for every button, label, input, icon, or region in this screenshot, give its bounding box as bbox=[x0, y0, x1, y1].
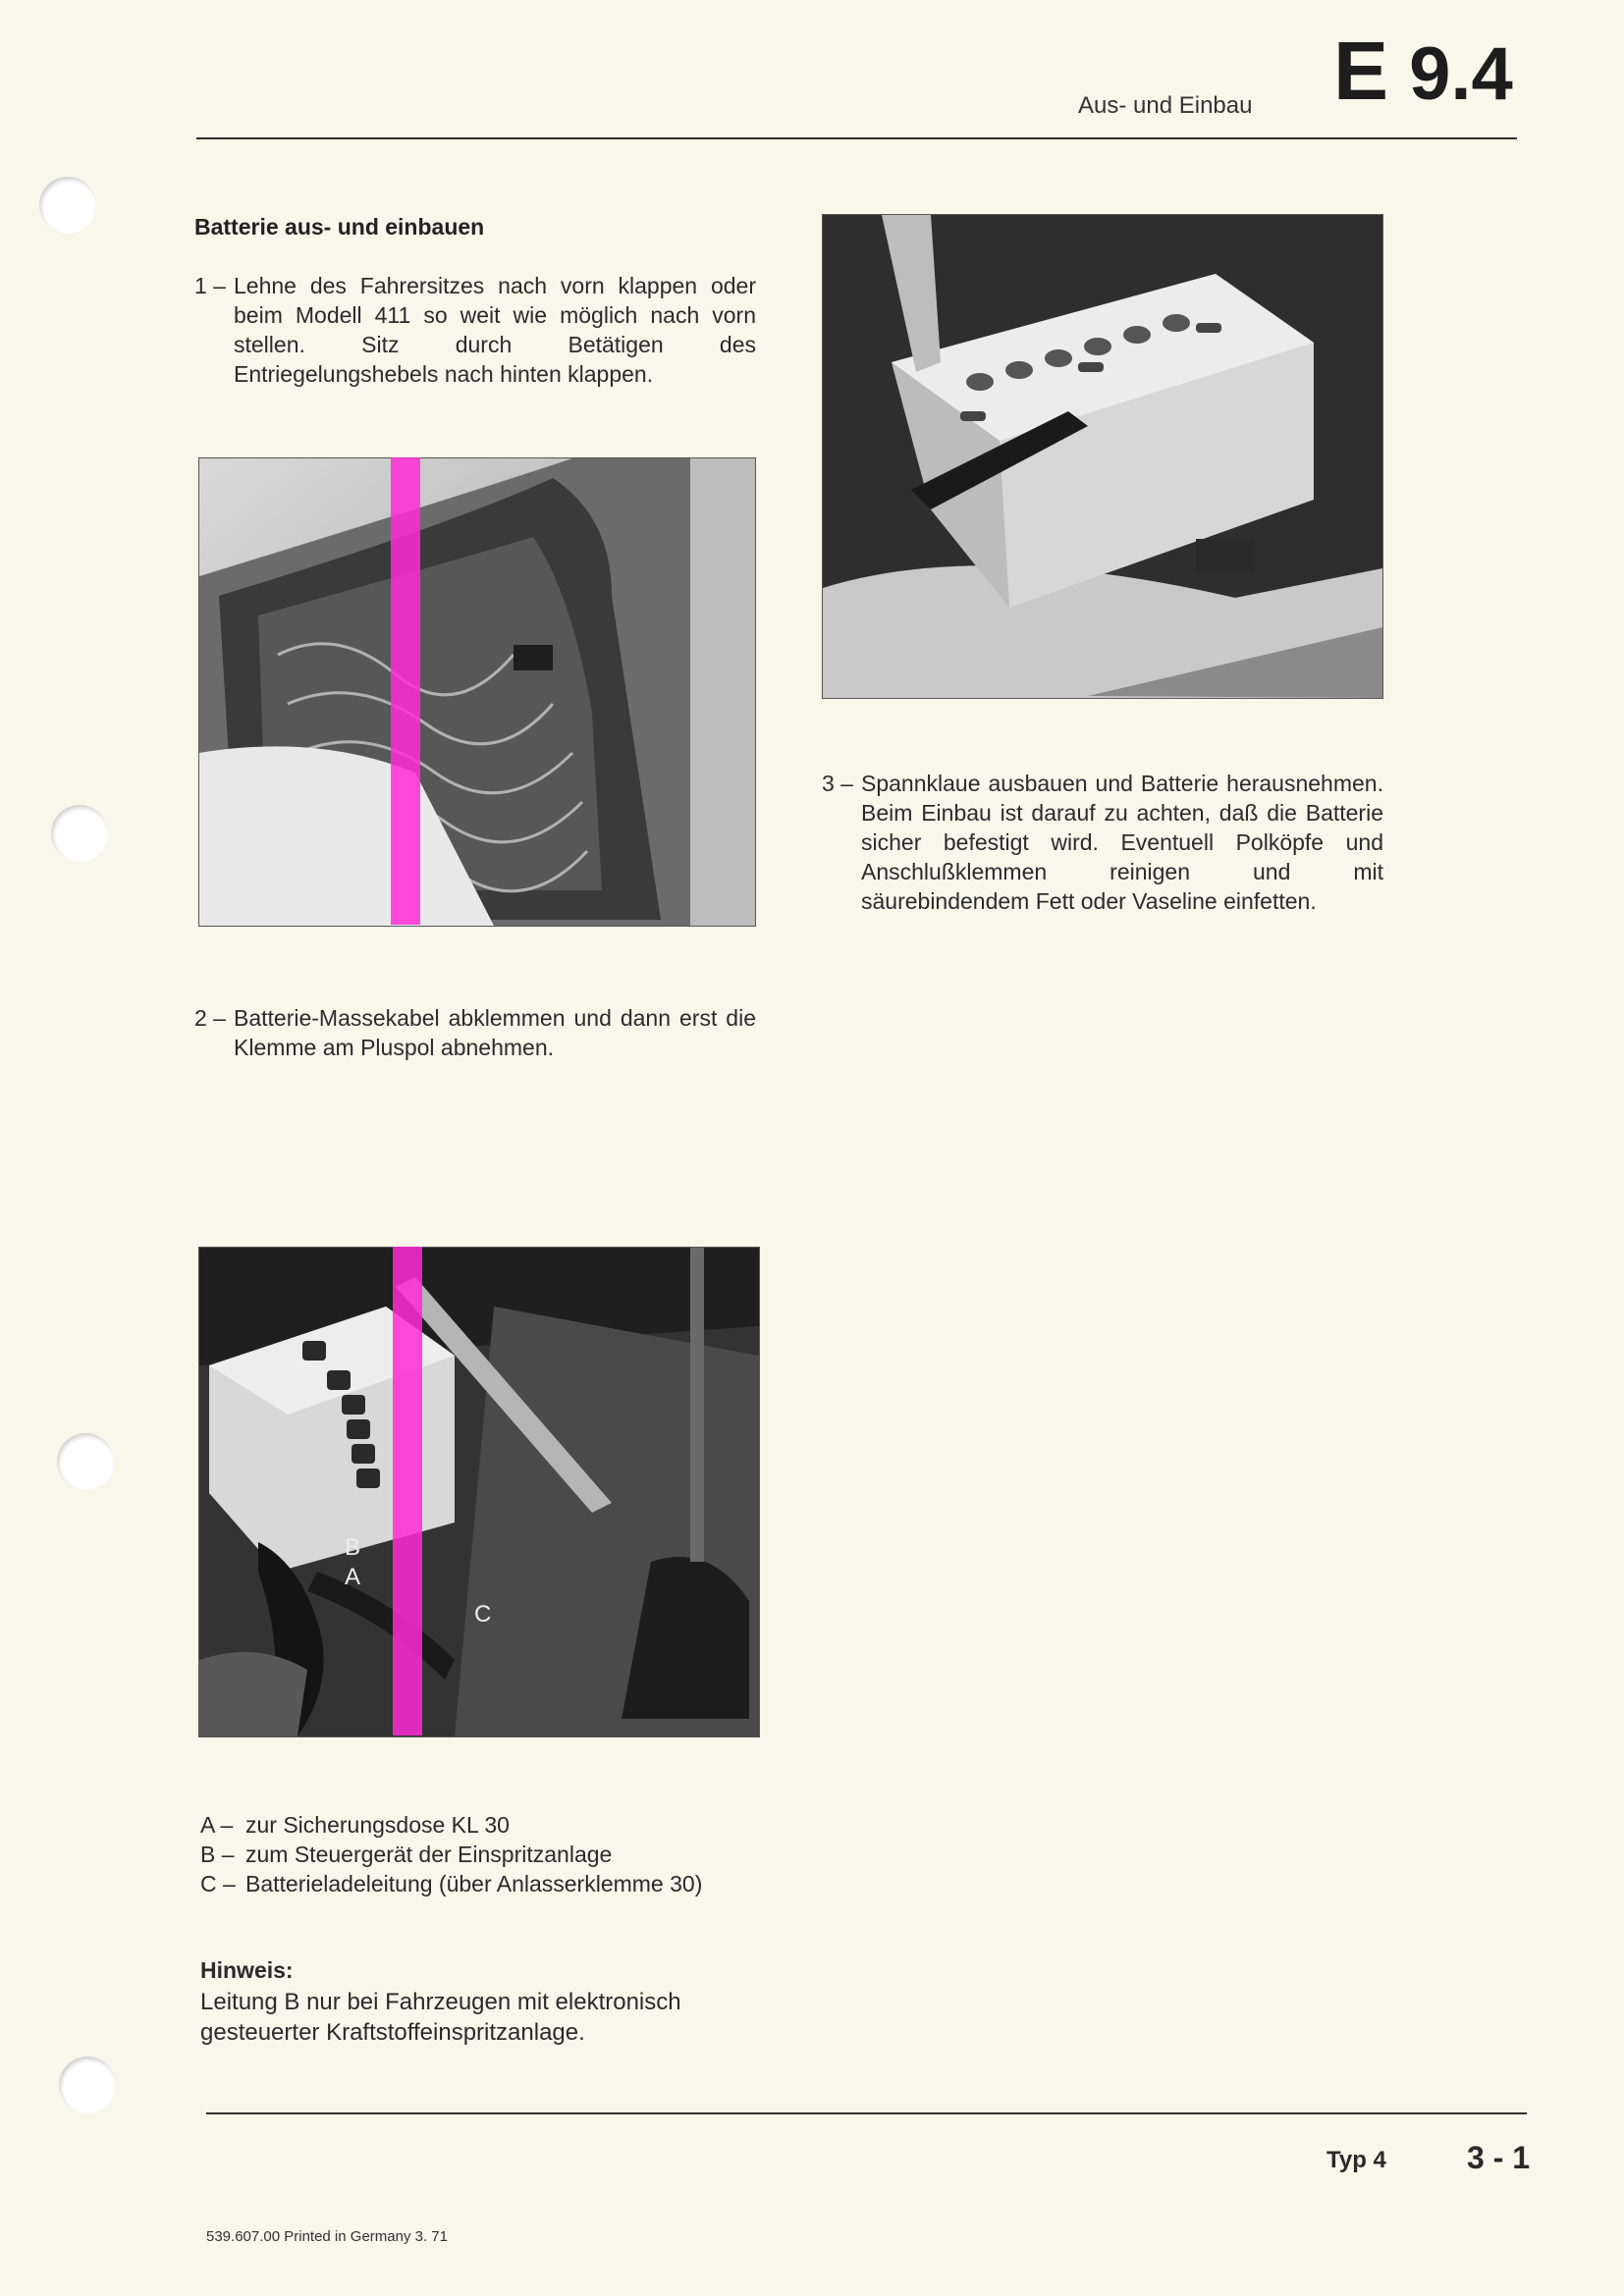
photo-seat-frame bbox=[198, 457, 756, 927]
legend-text: zum Steuergerät der Einspritzanlage bbox=[245, 1842, 613, 1867]
photo-legend bbox=[200, 1810, 762, 1928]
legend-key: B – bbox=[200, 1842, 235, 1867]
binder-hole bbox=[39, 177, 96, 234]
procedure-title: Batterie aus- und einbauen bbox=[194, 214, 485, 240]
photo-label-b: B bbox=[345, 1534, 361, 1561]
step-1 bbox=[194, 271, 756, 393]
section-title: Aus- und Einbau bbox=[1078, 92, 1253, 119]
scan-artifact-streak bbox=[391, 457, 420, 925]
footer-rule bbox=[206, 2112, 1527, 2114]
photo-label-c: C bbox=[474, 1601, 492, 1628]
scan-artifact-streak bbox=[393, 1247, 422, 1735]
note-title: Hinweis: bbox=[200, 1957, 294, 1983]
step-1-number: 1 – bbox=[194, 273, 226, 298]
photo-battery bbox=[822, 214, 1383, 699]
print-info: 539.607.00 Printed in Germany 3. 71 bbox=[206, 2228, 448, 2245]
note-text: Leitung B nur bei Fahrzeugen mit elektronisch gesteuerter Kraftstoffeinspritzanlage. bbox=[200, 1989, 681, 2046]
binder-hole bbox=[59, 2056, 116, 2113]
legend-row-c bbox=[200, 1869, 762, 1928]
step-3-number: 3 – bbox=[822, 771, 853, 796]
binder-hole bbox=[51, 805, 108, 862]
step-2 bbox=[194, 1003, 756, 1066]
section-code-letter: E bbox=[1333, 25, 1389, 117]
photo-label-a: A bbox=[345, 1564, 361, 1590]
legend-row-b bbox=[200, 1840, 762, 1869]
legend-row-a bbox=[200, 1810, 762, 1840]
legend-text: zur Sicherungsdose KL 30 bbox=[245, 1812, 510, 1838]
header-rule bbox=[196, 137, 1517, 139]
legend-text: Batterieladeleitung (über Anlasserklemme 30) bbox=[245, 1871, 703, 1896]
page-number: 3 - 1 bbox=[1467, 2140, 1531, 2175]
section-code-number: 9.4 bbox=[1409, 32, 1513, 116]
photo-battery-cables bbox=[198, 1247, 760, 1737]
step-1-text: Lehne des Fahrersitzes nach vorn klappen oder beim Modell 411 so weit wie möglich nach vorn stellen. Sitz durch Betätigen des Entriegelungshebels nach hinten klappen. bbox=[234, 273, 756, 387]
binder-hole bbox=[57, 1433, 114, 1490]
step-2-number: 2 – bbox=[194, 1005, 226, 1031]
step-3 bbox=[822, 769, 1383, 949]
vehicle-type: Typ 4 bbox=[1326, 2147, 1386, 2173]
step-2-text: Batterie-Massekabel abklemmen und dann erst die Klemme am Pluspol abnehmen. bbox=[234, 1005, 756, 1060]
legend-key: C – bbox=[200, 1871, 236, 1896]
section-code bbox=[1333, 25, 1513, 117]
step-3-text: Spannklaue ausbauen und Batterie herausnehmen. Beim Einbau ist darauf zu achten, daß die Batterie sicher befestigt wird. Eventuell Polköpfe und Anschlußklemmen reinigen und mit säurebindendem Fett oder Vaseline einfetten. bbox=[861, 771, 1383, 914]
legend-key: A – bbox=[200, 1812, 234, 1838]
